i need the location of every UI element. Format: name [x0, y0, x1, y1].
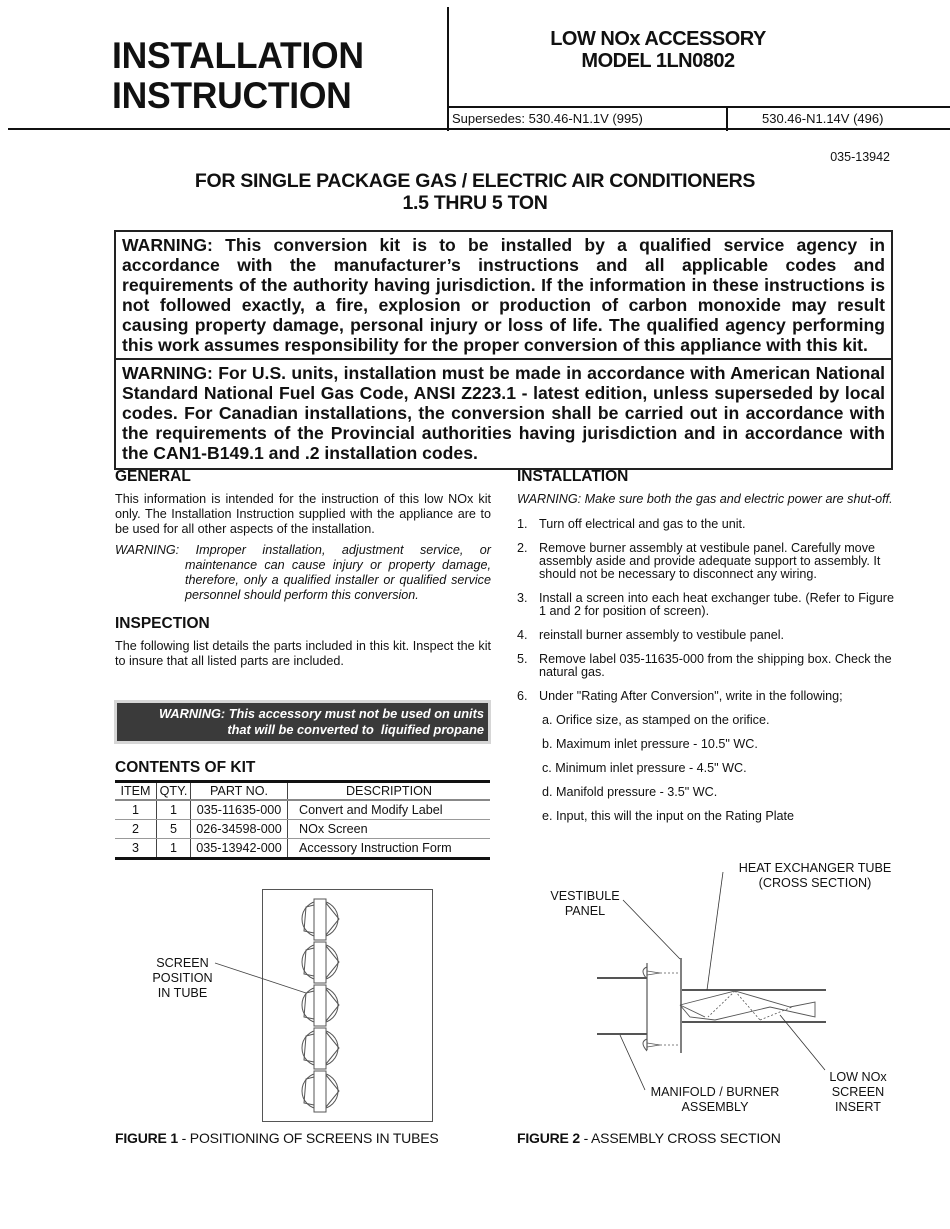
- document-title-line1: INSTALLATION: [112, 35, 364, 76]
- propane-warning-line1: WARNING: This accessory must not be used on units: [159, 706, 484, 721]
- revision-number: 530.46-N1.14V (496): [762, 111, 884, 126]
- cell-qty: 1: [157, 839, 191, 859]
- figure2-screen-label-line2: SCREEN: [831, 1085, 885, 1099]
- contents-of-kit-table: [115, 780, 490, 860]
- header-divider-bottom: [8, 128, 950, 130]
- figure2-vestibule-label: [540, 889, 630, 919]
- step-number: 6.: [517, 689, 528, 703]
- figure2-vestibule-label-line2: PANEL: [564, 904, 606, 918]
- main-heading: [0, 170, 950, 214]
- figure2-manifold-label-line2: ASSEMBLY: [681, 1100, 749, 1114]
- figure1-caption-number: FIGURE 1: [115, 1130, 178, 1146]
- cell-item: 2: [115, 820, 157, 839]
- warning-box-codes: WARNING: For U.S. units, installation must be made in accordance with American National Standard National Fuel Gas Code, ANSI Z223.1 - latest edition, unless superseded by local codes. For Canadian installations, the conversion shall be carried out in accordance with the requirements of the Provincial authorities having jurisdiction and in accordance with the CAN1-B149.1 and .2 installation codes.: [114, 358, 893, 470]
- propane-warning-box: [114, 700, 491, 744]
- document-title: [112, 36, 364, 116]
- left-column: [115, 468, 491, 669]
- leader-vestibule: [623, 900, 680, 959]
- cell-part-no: 035-13942-000: [191, 839, 288, 859]
- step-item: [517, 592, 894, 618]
- table-row: [115, 800, 490, 820]
- column-header-qty: QTY.: [157, 782, 191, 801]
- figure2-caption: [517, 1130, 781, 1146]
- substep-item: a. Orifice size, as stamped on the orifice.: [542, 713, 770, 727]
- table-row: [115, 839, 490, 859]
- general-warning: WARNING: Improper installation, adjustment service, or maintenance can cause injury or property damage, therefore, only a qualified installer or qualified service personnel should perform this conversion.: [115, 543, 491, 602]
- cell-part-no: 035-11635-000: [191, 800, 288, 820]
- document-title-line2: INSTRUCTION: [112, 75, 352, 116]
- general-body: This information is intended for the instruction of this low NOx kit only. The Installation Instruction supplied with the appliance are to be used for all other aspects of the installation.: [115, 492, 491, 536]
- substep-item: c. Minimum inlet pressure - 4.5" WC.: [542, 761, 747, 775]
- inspection-heading: INSPECTION: [115, 615, 210, 632]
- contents-of-kit-heading: CONTENTS OF KIT: [115, 759, 256, 776]
- figure1-screen-label: [140, 956, 225, 1001]
- step-number: 2.: [517, 541, 528, 555]
- installation-warning: WARNING: Make sure both the gas and electric power are shut-off.: [517, 492, 893, 506]
- figure1-label-line1: SCREEN: [156, 956, 209, 970]
- figure1-label-line2: POSITION: [152, 971, 213, 985]
- step-item: [517, 690, 894, 703]
- tube-icon: [302, 1028, 339, 1069]
- step-item: [517, 518, 894, 531]
- substep-item: d. Manifold pressure - 3.5" WC.: [542, 785, 718, 799]
- tube-icon: [302, 899, 339, 940]
- header-divider-revision: [726, 106, 728, 131]
- step-item: [517, 629, 894, 642]
- cell-description: Accessory Instruction Form: [288, 839, 491, 859]
- right-column: [517, 468, 894, 823]
- step-text: Under "Rating After Conversion", write in the following;: [539, 689, 843, 703]
- cell-part-no: 026-34598-000: [191, 820, 288, 839]
- propane-warning-line2: that will be converted to liquified propane: [227, 722, 484, 737]
- step-text: Turn off electrical and gas to the unit.: [539, 517, 746, 531]
- step-item: [517, 542, 894, 581]
- figure1-leader-line: [210, 955, 310, 1000]
- step-number: 4.: [517, 628, 528, 642]
- cell-description: Convert and Modify Label: [288, 800, 491, 820]
- figure2-caption-text: - ASSEMBLY CROSS SECTION: [579, 1130, 781, 1146]
- cell-item: 1: [115, 800, 157, 820]
- step-text: Remove burner assembly at vestibule panel. Carefully move assembly aside and provide adequate support to assembly. It should not be necessary to disconnect any wiring.: [539, 541, 881, 581]
- warning-box-qualified-agency: WARNING: This conversion kit is to be installed by a qualified service agency in accordance with the manufacturer’s instructions and all applicable codes and requirements of the authority having jurisdiction. If the information in these instructions is not followed exactly, a fire, explosion or production of carbon monoxide may result causing property damage, personal injury or loss of life. The qualified agency performing this work assumes responsibility for the proper conversion of this appliance with this kit.: [114, 230, 893, 360]
- header-divider-mid: [447, 106, 950, 108]
- figure2-screen-insert-label: [818, 1070, 898, 1115]
- step-number: 5.: [517, 652, 528, 666]
- figure1-tubes-illustration: [262, 889, 433, 1122]
- figure2-manifold-label-line1: MANIFOLD / BURNER: [650, 1085, 780, 1099]
- step-item: [517, 653, 894, 679]
- figure1-caption-text: - POSITIONING OF SCREENS IN TUBES: [177, 1130, 439, 1146]
- substep-item: b. Maximum inlet pressure - 10.5" WC.: [542, 737, 758, 751]
- inspection-body: The following list details the parts included in this kit. Inspect the kit to insure that all listed parts are included.: [115, 639, 491, 668]
- leader-screen-insert: [780, 1015, 825, 1070]
- model-number: MODEL 1LN0802: [581, 50, 735, 72]
- table-row: [115, 820, 490, 839]
- step-text: reinstall burner assembly to vestibule panel.: [539, 628, 785, 642]
- figure1-caption: [115, 1130, 439, 1146]
- installation-steps: [517, 518, 894, 703]
- figure1-label-line3: IN TUBE: [157, 986, 208, 1000]
- figure2-screen-label-line1: LOW NOx: [829, 1070, 887, 1084]
- supersedes-note: Supersedes: 530.46-N1.1V (995): [452, 111, 643, 126]
- cell-qty: 1: [157, 800, 191, 820]
- main-heading-line2: 1.5 THRU 5 TON: [402, 192, 548, 214]
- general-heading: GENERAL: [115, 468, 191, 485]
- step-text: Remove label 035-11635-000 from the shipping box. Check the natural gas.: [539, 652, 892, 679]
- substep-item: e. Input, this will the input on the Rating Plate: [542, 809, 795, 823]
- step-text: Install a screen into each heat exchanger tube. (Refer to Figure 1 and 2 for position of screen).: [539, 591, 894, 618]
- column-header-item: ITEM: [115, 782, 157, 801]
- cell-description: NOx Screen: [288, 820, 491, 839]
- tube-icon: [302, 1071, 339, 1112]
- figure2-heat-exchanger-label: [720, 861, 910, 891]
- figure2-hx-label-line2: (CROSS SECTION): [758, 876, 872, 890]
- figure2-hx-label-line1: HEAT EXCHANGER TUBE: [738, 861, 892, 875]
- figure2-vestibule-label-line1: VESTIBULE: [550, 889, 620, 903]
- leader-manifold: [620, 1035, 645, 1090]
- document-number: 035-13942: [830, 150, 890, 164]
- installation-heading: INSTALLATION: [517, 468, 629, 485]
- figure2-screen-label-line3: INSERT: [835, 1100, 881, 1114]
- figure2-caption-number: FIGURE 2: [517, 1130, 580, 1146]
- cell-item: 3: [115, 839, 157, 859]
- main-heading-line1: FOR SINGLE PACKAGE GAS / ELECTRIC AIR CONDITIONERS: [194, 170, 756, 192]
- table-header-row: [115, 782, 490, 801]
- column-header-part-no: PART NO.: [191, 782, 288, 801]
- step-number: 3.: [517, 591, 528, 605]
- figure2-manifold-label: [640, 1085, 790, 1115]
- step-number: 1.: [517, 517, 528, 531]
- column-header-description: DESCRIPTION: [288, 782, 491, 801]
- cell-qty: 5: [157, 820, 191, 839]
- product-title: [448, 28, 868, 72]
- product-name: LOW NOx ACCESSORY: [550, 28, 766, 50]
